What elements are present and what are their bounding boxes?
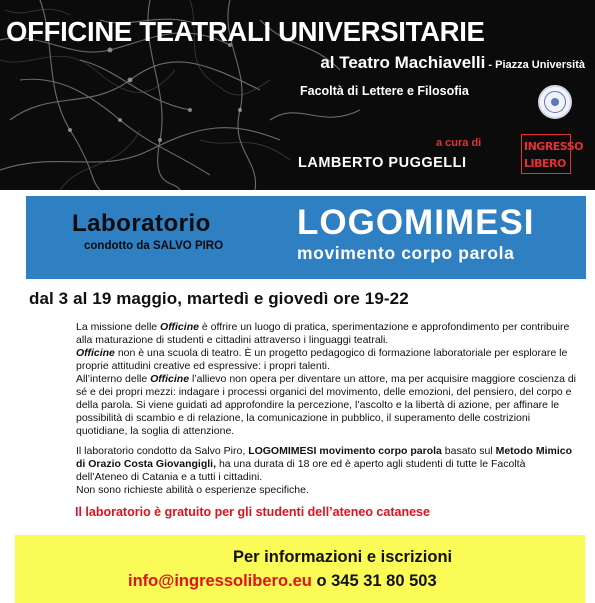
course-name: LOGOMIMESI	[297, 203, 535, 242]
paragraph: Non sono richieste abilità o esperienze specifiche.	[76, 484, 309, 496]
venue-line	[320, 53, 585, 73]
laboratory-band	[26, 196, 586, 279]
ingresso-libero-logo	[521, 134, 584, 174]
paragraph: All’interno delle Officine l’allievo non opera per diventare un attore, ma per acquisire maggiore coscienza di sé e dei propri mezzi: indagare i processi organici del movimento, delle emozioni, del pensiero, del corpo e della parola. Si viene guidati ad approfondire la percezione, l’ascolto e la libertà di azione, per affinare le possibilità di scambio e di relazione, la comunicazione in pubblico, il superamento delle costrizioni quotidiane, la soglia di attenzione.	[76, 373, 577, 437]
logo-text-top: INGRESSO	[524, 140, 584, 153]
venue-name: al Teatro Machiavelli	[320, 53, 486, 72]
venue-detail: - Piazza Università	[485, 59, 585, 71]
free-notice: Il laboratorio è gratuito per gli studenti dell’ateneo catanese	[75, 505, 430, 519]
paragraph: Il laboratorio condotto da Salvo Piro, LOGOMIMESI movimento corpo parola basato sul Metodo Mimico di Orazio Costa Giovangigli, ha una durata di 18 ore ed è aperto agli studenti di tutte le Facoltà dell’Ateneo di Catania e a tutti i cittadini.	[76, 445, 572, 483]
course-subtitle: movimento corpo parola	[297, 243, 515, 263]
schedule-line: dal 3 al 19 maggio, martedì e giovedì ore 19-22	[29, 289, 409, 308]
faculty-name: Facoltà di Lettere e Filosofia	[300, 84, 469, 98]
contact-separator: o	[311, 572, 332, 590]
laboratory-title: Laboratorio	[72, 210, 211, 237]
phone-number: 345 31 80 503	[331, 572, 437, 590]
page-title: OFFICINE TEATRALI UNIVERSITARIE	[6, 16, 485, 47]
header-banner	[0, 0, 595, 190]
email-link[interactable]: info@ingressolibero.eu	[128, 572, 312, 590]
contact-line	[128, 572, 437, 591]
info-title: Per informazioni e iscrizioni	[233, 548, 453, 566]
description-text	[76, 321, 578, 497]
logo-text-bottom: LIBERO	[524, 157, 566, 170]
director-name: LAMBERTO PUGGELLI	[298, 155, 467, 171]
paragraph: La missione delle Officine è offrire un luogo di pratica, sperimentazione e approfondimento per contribuire alla maturazione di studenti e cittadini attraverso i linguaggi teatrali.	[76, 321, 570, 346]
curated-by-label: a cura di	[436, 137, 482, 149]
university-seal-icon	[538, 85, 572, 119]
info-band	[15, 535, 585, 603]
conductor-line: condotto da SALVO PIRO	[84, 240, 224, 252]
paragraph: Officine non è una scuola di teatro. È un progetto pedagogico di formazione laboratoriale per esplorare le proprie attitudini creative ed espressive: i propri talenti.	[76, 347, 568, 372]
